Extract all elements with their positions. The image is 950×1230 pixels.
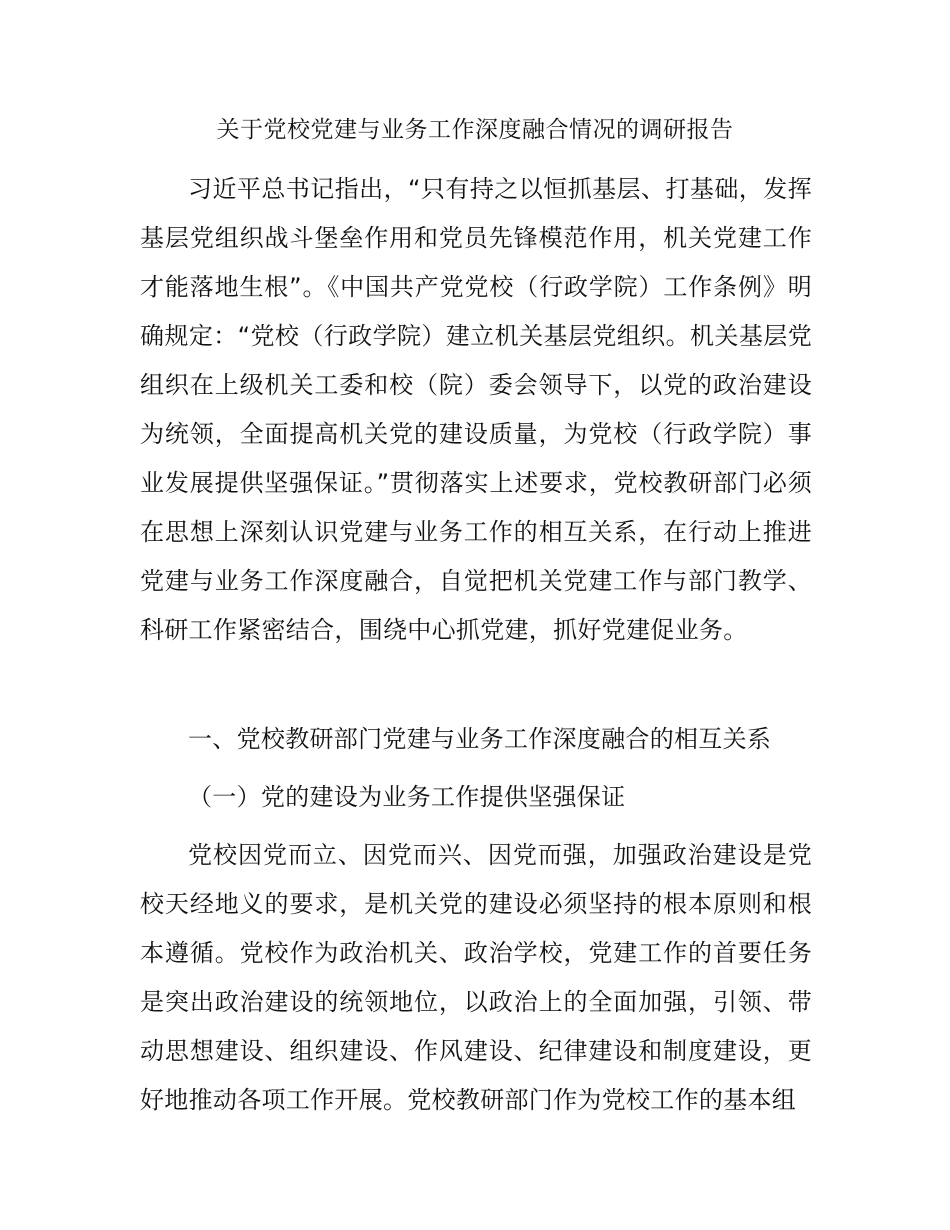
- subsection-heading-1: （一）党的建设为业务工作提供坚强保证: [188, 783, 626, 811]
- document-title: 关于党校党建与业务工作深度融合情况的调研报告: [216, 117, 734, 143]
- section-heading-1: 一、党校教研部门党建与业务工作深度融合的相互关系: [188, 725, 772, 753]
- body-paragraph-2: 党校因党而立、因党而兴、因党而强，加强政治建设是党校天经地义的要求，是机关党的建设必须坚持的根本原则和根本遵循。党校作为政治机关、政治学校，党建工作的首要任务是突出政治建设的统领地位，以政治上的全面加强，引领、带动思想建设、组织建设、作风建设、纪律建设和制度建设，更好地推动各项工作开展。党校教研部门作为党校工作的基本组: [140, 841, 812, 1114]
- intro-paragraph: 习近平总书记指出，“只有持之以恒抓基层、打基础，发挥基层党组织战斗堡垒作用和党员先锋模范作用，机关党建工作才能落地生根”。《中国共产党党校（行政学院）工作条例》明确规定：“党校（行政学院）建立机关基层党组织。机关基层党组织在上级机关工委和校（院）委会领导下，以党的政治建设为统领，全面提高机关党的建设质量，为党校（行政学院）事业发展提供坚强保证。”贯彻落实上述要求，党校教研部门必须在思想上深刻认识党建与业务工作的相互关系，在行动上推进党建与业务工作深度融合，自觉把机关党建工作与部门教学、科研工作紧密结合，围绕中心抓党建，抓好党建促业务。: [140, 175, 812, 644]
